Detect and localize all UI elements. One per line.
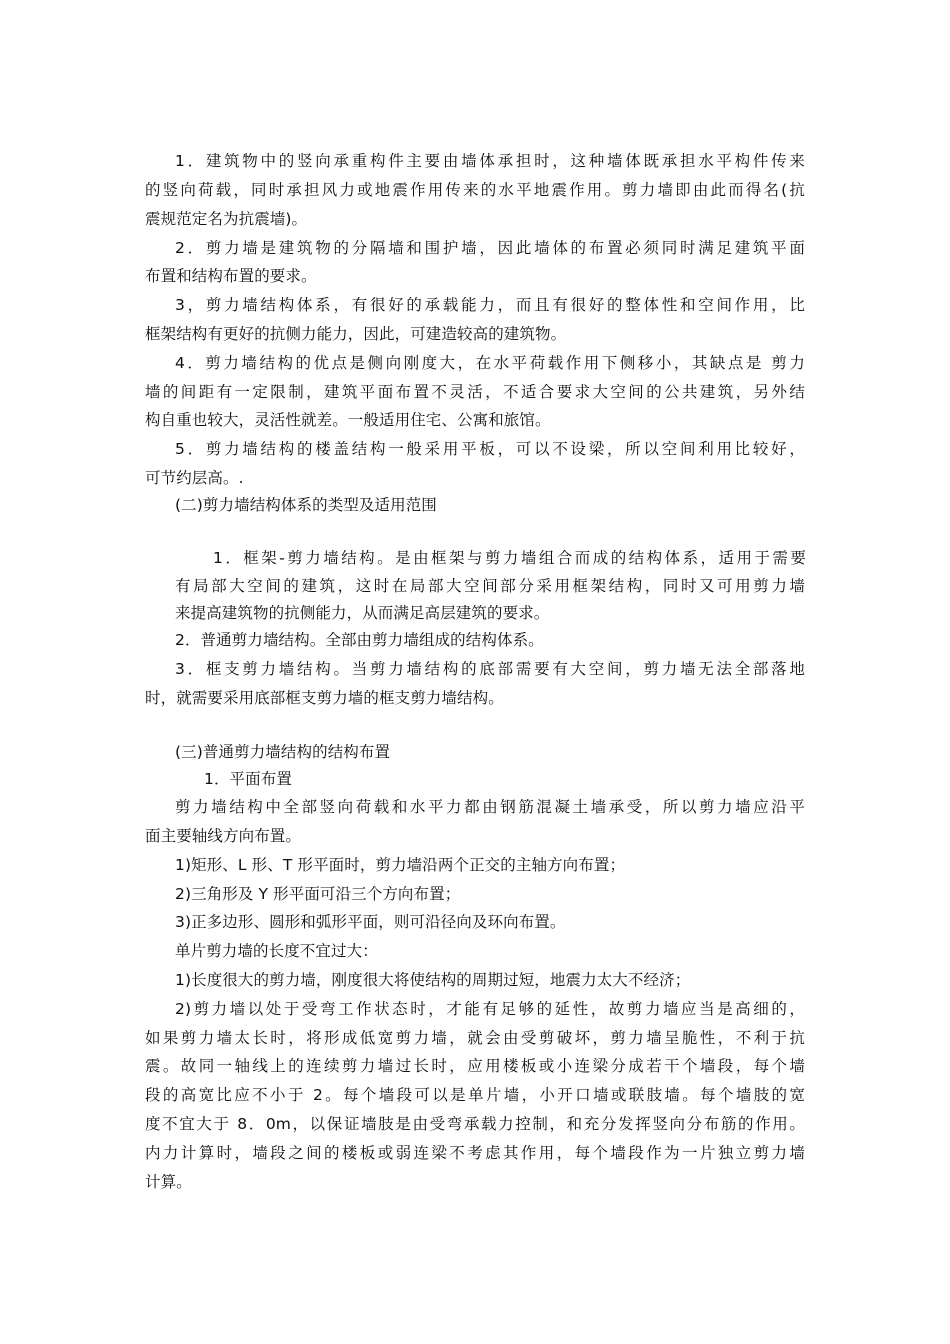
paragraph-line: 的竖向荷载，同时承担风力或地震作用传来的水平地震作用。剪力墙即由此而得名(抗 [145,181,805,199]
list-item: 2)三角形及 Y 形平面可沿三个方向布置； [175,885,461,903]
paragraph-line: 3．框支剪力墙结构。当剪力墙结构的底部需要有大空间，剪力墙无法全部落地 [175,660,805,678]
paragraph-line: 段的高宽比应不小于 2。每个墙段可以是单片墙，小开口墙或联肢墙。每个墙肢的宽 [145,1086,805,1104]
list-item: 2)剪力墙以处于受弯工作状态时，才能有足够的延性，故剪力墙应当是高细的， [175,1000,805,1018]
paragraph-line: 构自重也较大，灵活性就差。一般适用住宅、公寓和旅馆。 [145,411,551,429]
paragraph-line: 内力计算时，墙段之间的楼板或弱连梁不考虑其作用，每个墙段作为一片独立剪力墙 [145,1144,805,1162]
paragraph-line: 有局部大空间的建筑，这时在局部大空间部分采用框架结构，同时又可用剪力墙 [175,577,805,595]
paragraph-line: 框架结构有更好的抗侧力能力，因此，可建造较高的建筑物。 [145,325,567,343]
section-heading: (三)普通剪力墙结构的结构布置 [175,743,391,761]
paragraph-line: 如果剪力墙太长时，将形成低宽剪力墙，就会由受剪破坏，剪力墙呈脆性，不利于抗 [145,1029,805,1047]
paragraph-line: 5．剪力墙结构的楼盖结构一般采用平板，可以不设梁，所以空间利用比较好， [175,440,805,458]
paragraph-line: 1．建筑物中的竖向承重构件主要由墙体承担时，这种墙体既承担水平构件传来 [175,152,805,170]
paragraph-line: 墙的间距有一定限制，建筑平面布置不灵活，不适合要求大空间的公共建筑，另外结 [145,383,805,401]
paragraph-line: 度不宜大于 8．0m，以保证墙肢是由受弯承载力控制，和充分发挥竖向分布筋的作用。 [145,1115,805,1133]
list-item: 1)矩形、L 形、T 形平面时，剪力墙沿两个正交的主轴方向布置； [175,856,626,874]
paragraph-line: 面主要轴线方向布置。 [145,827,302,845]
sub-heading: 1．平面布置 [204,770,292,788]
paragraph-line: 震。故同一轴线上的连续剪力墙过长时，应用楼板或小连梁分成若干个墙段，每个墙 [145,1057,805,1075]
section-heading: (二)剪力墙结构体系的类型及适用范围 [175,496,437,514]
paragraph-line: 震规范定名为抗震墙)。 [145,210,308,228]
list-item: 3)正多边形、圆形和弧形平面，则可沿径向及环向布置。 [175,913,566,931]
list-item: 1)长度很大的剪力墙，刚度很大将使结构的周期过短，地震力太大不经济； [175,971,691,989]
paragraph-line: 4．剪力墙结构的优点是侧向刚度大，在水平荷载作用下侧移小，其缺点是 剪力 [175,354,805,372]
paragraph-line: 计算。 [145,1173,192,1191]
paragraph-line: 2．普通剪力墙结构。全部由剪力墙组成的结构体系。 [175,631,544,649]
paragraph-line: 来提高建筑物的抗侧能力，从而满足高层建筑的要求。 [175,604,550,622]
paragraph-line: 剪力墙结构中全部竖向荷载和水平力都由钢筋混凝土墙承受，所以剪力墙应沿平 [175,798,805,816]
paragraph-line: 2．剪力墙是建筑物的分隔墙和围护墙，因此墙体的布置必须同时满足建筑平面 [175,239,805,257]
paragraph-line: 单片剪力墙的长度不宜过大： [175,942,378,960]
paragraph-line: 1．框架-剪力墙结构。是由框架与剪力墙组合而成的结构体系，适用于需要 [213,549,806,567]
paragraph-line: 可节约层高。. [145,469,244,487]
paragraph-line: 时，就需要采用底部框支剪力墙的框支剪力墙结构。 [145,689,504,707]
paragraph-line: 布置和结构布置的要求。 [145,267,317,285]
paragraph-line: 3，剪力墙结构体系，有很好的承载能力，而且有很好的整体性和空间作用，比 [175,296,805,314]
